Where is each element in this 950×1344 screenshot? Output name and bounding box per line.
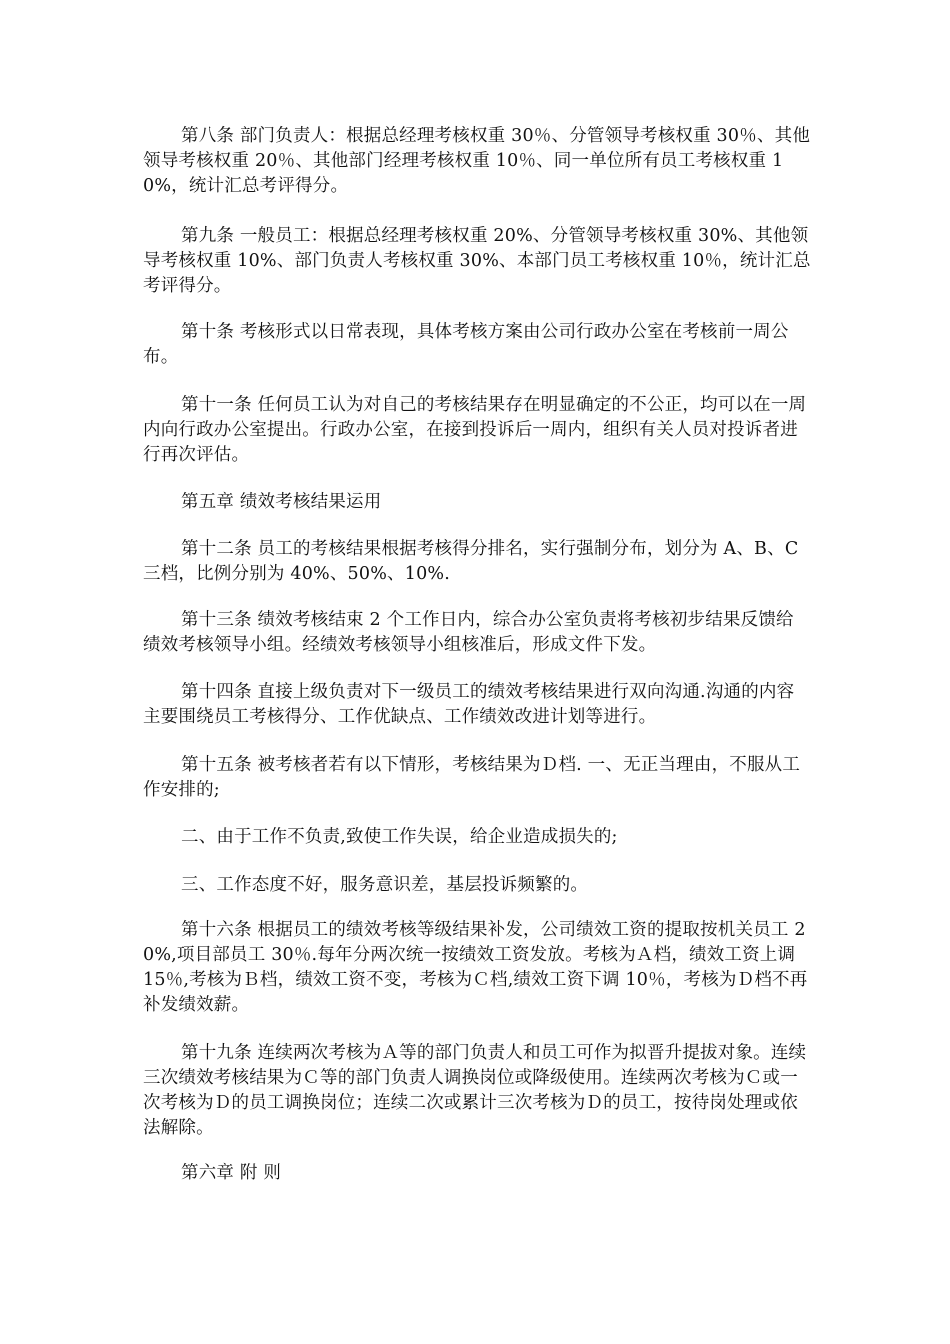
paragraph-article-14: 第十四条 直接上级负责对下一级员工的绩效考核结果进行双向沟通.沟通的内容主要围绕员工考核得分、工作优缺点、工作绩效改进计划等进行。 [143,682,795,727]
paragraph-article-16: 第十六条 根据员工的绩效考核等级结果补发，公司绩效工资的提取按机关员工 20%,项目部员工 30％.每年分两次统一按绩效工资发放。考核为Ａ档，绩效工资上调 15％,考核为Ｂ档，绩效工资不变，考核为Ｃ档,绩效工资下调 10％，考核为Ｄ档不再补发绩效薪。 [143,920,808,1015]
paragraph-article-9: 第九条 一般员工：根据总经理考核权重 20%、分管领导考核权重 30%、其他领导考核权重 10%、部门负责人考核权重 30%、本部门员工考核权重 10％，统计汇总考评得分。 [143,226,811,296]
paragraph-article-19: 第十九条 连续两次考核为Ａ等的部门负责人和员工可作为拟晋升提拔对象。连续三次绩效考核结果为Ｃ等的部门负责人调换岗位或降级使用。连续两次考核为Ｃ或一次考核为Ｄ的员工调换岗位；连续二次或累计三次考核为Ｄ的员工，按待岗处理或依法解除。 [143,1043,807,1138]
paragraph-article-12: 第十二条 员工的考核结果根据考核得分排名，实行强制分布，划分为 A、B、C 三档，比例分别为 40%、50%、10%. [143,539,799,584]
chapter-6-heading: 第六章 附 则 [181,1163,282,1183]
paragraph-article-15: 第十五条 被考核者若有以下情形，考核结果为Ｄ档. 一、无正当理由，不服从工作安排的; [143,755,801,800]
paragraph-article-10: 第十条 考核形式以日常表现，具体考核方案由公司行政办公室在考核前一周公布。 [143,322,789,367]
paragraph-item-2: 二、由于工作不负责,致使工作失误，给企业造成损失的; [181,827,618,847]
paragraph-item-3: 三、工作态度不好，服务意识差，基层投诉频繁的。 [181,875,589,895]
chapter-5-heading: 第五章 绩效考核结果运用 [181,492,382,512]
paragraph-article-8: 第八条 部门负责人：根据总经理考核权重 30％、分管领导考核权重 30％、其他领导考核权重 20％、其他部门经理考核权重 10％、同一单位所有员工考核权重 10%，统计汇总考评得分。 [143,126,811,196]
paragraph-article-13: 第十三条 绩效考核结束 2 个工作日内，综合办公室负责将考核初步结果反馈给绩效考核领导小组。经绩效考核领导小组核准后，形成文件下发。 [143,610,794,655]
paragraph-article-11: 第十一条 任何员工认为对自己的考核结果存在明显确定的不公正，均可以在一周内向行政办公室提出。行政办公室，在接到投诉后一周内，组织有关人员对投诉者进行再次评估。 [143,395,807,465]
